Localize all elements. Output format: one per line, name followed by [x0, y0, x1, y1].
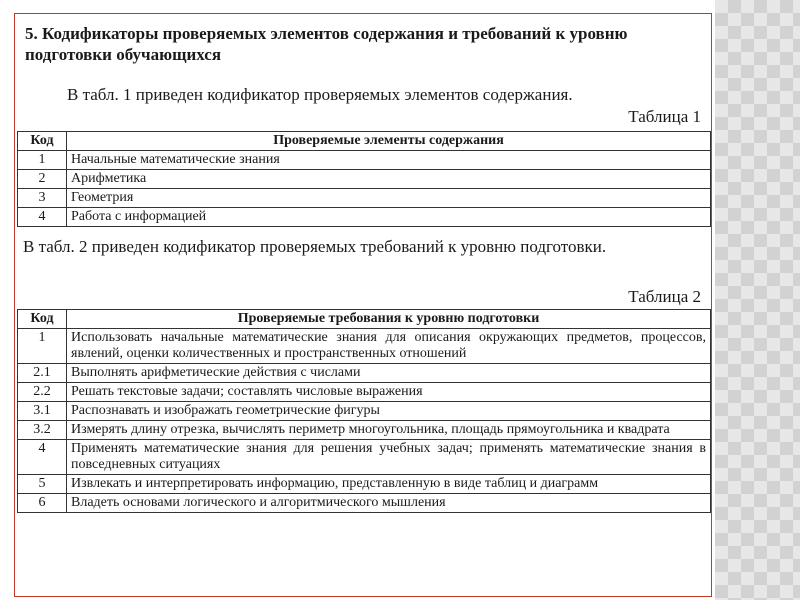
table-row — [18, 383, 711, 402]
table-row — [18, 440, 711, 475]
decorative-checker-strip — [715, 0, 800, 600]
row-code: 2 — [18, 170, 67, 189]
table1-caption: Таблица 1 — [628, 107, 701, 126]
row-text: Арифметика — [67, 170, 711, 189]
table-row — [18, 421, 711, 440]
table2-header-code: Код — [18, 310, 67, 329]
row-code: 1 — [18, 151, 67, 170]
requirements-table — [17, 309, 711, 513]
table1-header-elements: Проверяемые элементы содержания — [67, 132, 711, 151]
row-text: Использовать начальные математические знания для описания окружающих предметов, процессов, явлений, оценки количественных и пространственных отношений — [67, 329, 711, 364]
row-text: Распознавать и изображать геометрические фигуры — [67, 402, 711, 421]
row-text: Работа с информацией — [67, 208, 711, 227]
table-header-row — [18, 310, 711, 329]
row-text: Извлекать и интерпретировать информацию, представленную в виде таблиц и диаграмм — [67, 475, 711, 494]
row-text: Владеть основами логического и алгоритмического мышления — [67, 494, 711, 513]
row-code: 1 — [18, 329, 67, 364]
section-title: 5. Кодификаторы проверяемых элементов содержания и требований к уровню подготовки обучающихся — [25, 24, 628, 64]
row-code: 2.2 — [18, 383, 67, 402]
row-code: 3 — [18, 189, 67, 208]
row-code: 5 — [18, 475, 67, 494]
row-text: Решать текстовые задачи; составлять числовые выражения — [67, 383, 711, 402]
table-row — [18, 364, 711, 383]
table-row — [18, 170, 711, 189]
row-text: Начальные математические знания — [67, 151, 711, 170]
table2-header-requirements: Проверяемые требования к уровню подготовки — [67, 310, 711, 329]
table-row — [18, 189, 711, 208]
row-code: 2.1 — [18, 364, 67, 383]
intro-paragraph-2: В табл. 2 приведен кодификатор проверяемых требований к уровню подготовки. — [23, 237, 607, 256]
table-row — [18, 475, 711, 494]
table1-header-code: Код — [18, 132, 67, 151]
table-row — [18, 151, 711, 170]
table2-caption: Таблица 2 — [628, 287, 701, 306]
row-code: 6 — [18, 494, 67, 513]
table-row — [18, 208, 711, 227]
row-code: 3.1 — [18, 402, 67, 421]
row-text: Измерять длину отрезка, вычислять периметр многоугольника, площадь прямоугольника и квадрата — [67, 421, 711, 440]
document-slide — [14, 13, 712, 597]
row-code: 4 — [18, 440, 67, 475]
table-row — [18, 402, 711, 421]
table-row — [18, 329, 711, 364]
intro-paragraph-1: В табл. 1 приведен кодификатор проверяемых элементов содержания. — [67, 85, 573, 104]
table-row — [18, 494, 711, 513]
content-elements-table — [17, 131, 711, 227]
table-header-row — [18, 132, 711, 151]
row-text: Применять математические знания для решения учебных задач; применять математические знания в повседневных ситуациях — [67, 440, 711, 475]
row-text: Геометрия — [67, 189, 711, 208]
row-code: 3.2 — [18, 421, 67, 440]
row-code: 4 — [18, 208, 67, 227]
row-text: Выполнять арифметические действия с числами — [67, 364, 711, 383]
